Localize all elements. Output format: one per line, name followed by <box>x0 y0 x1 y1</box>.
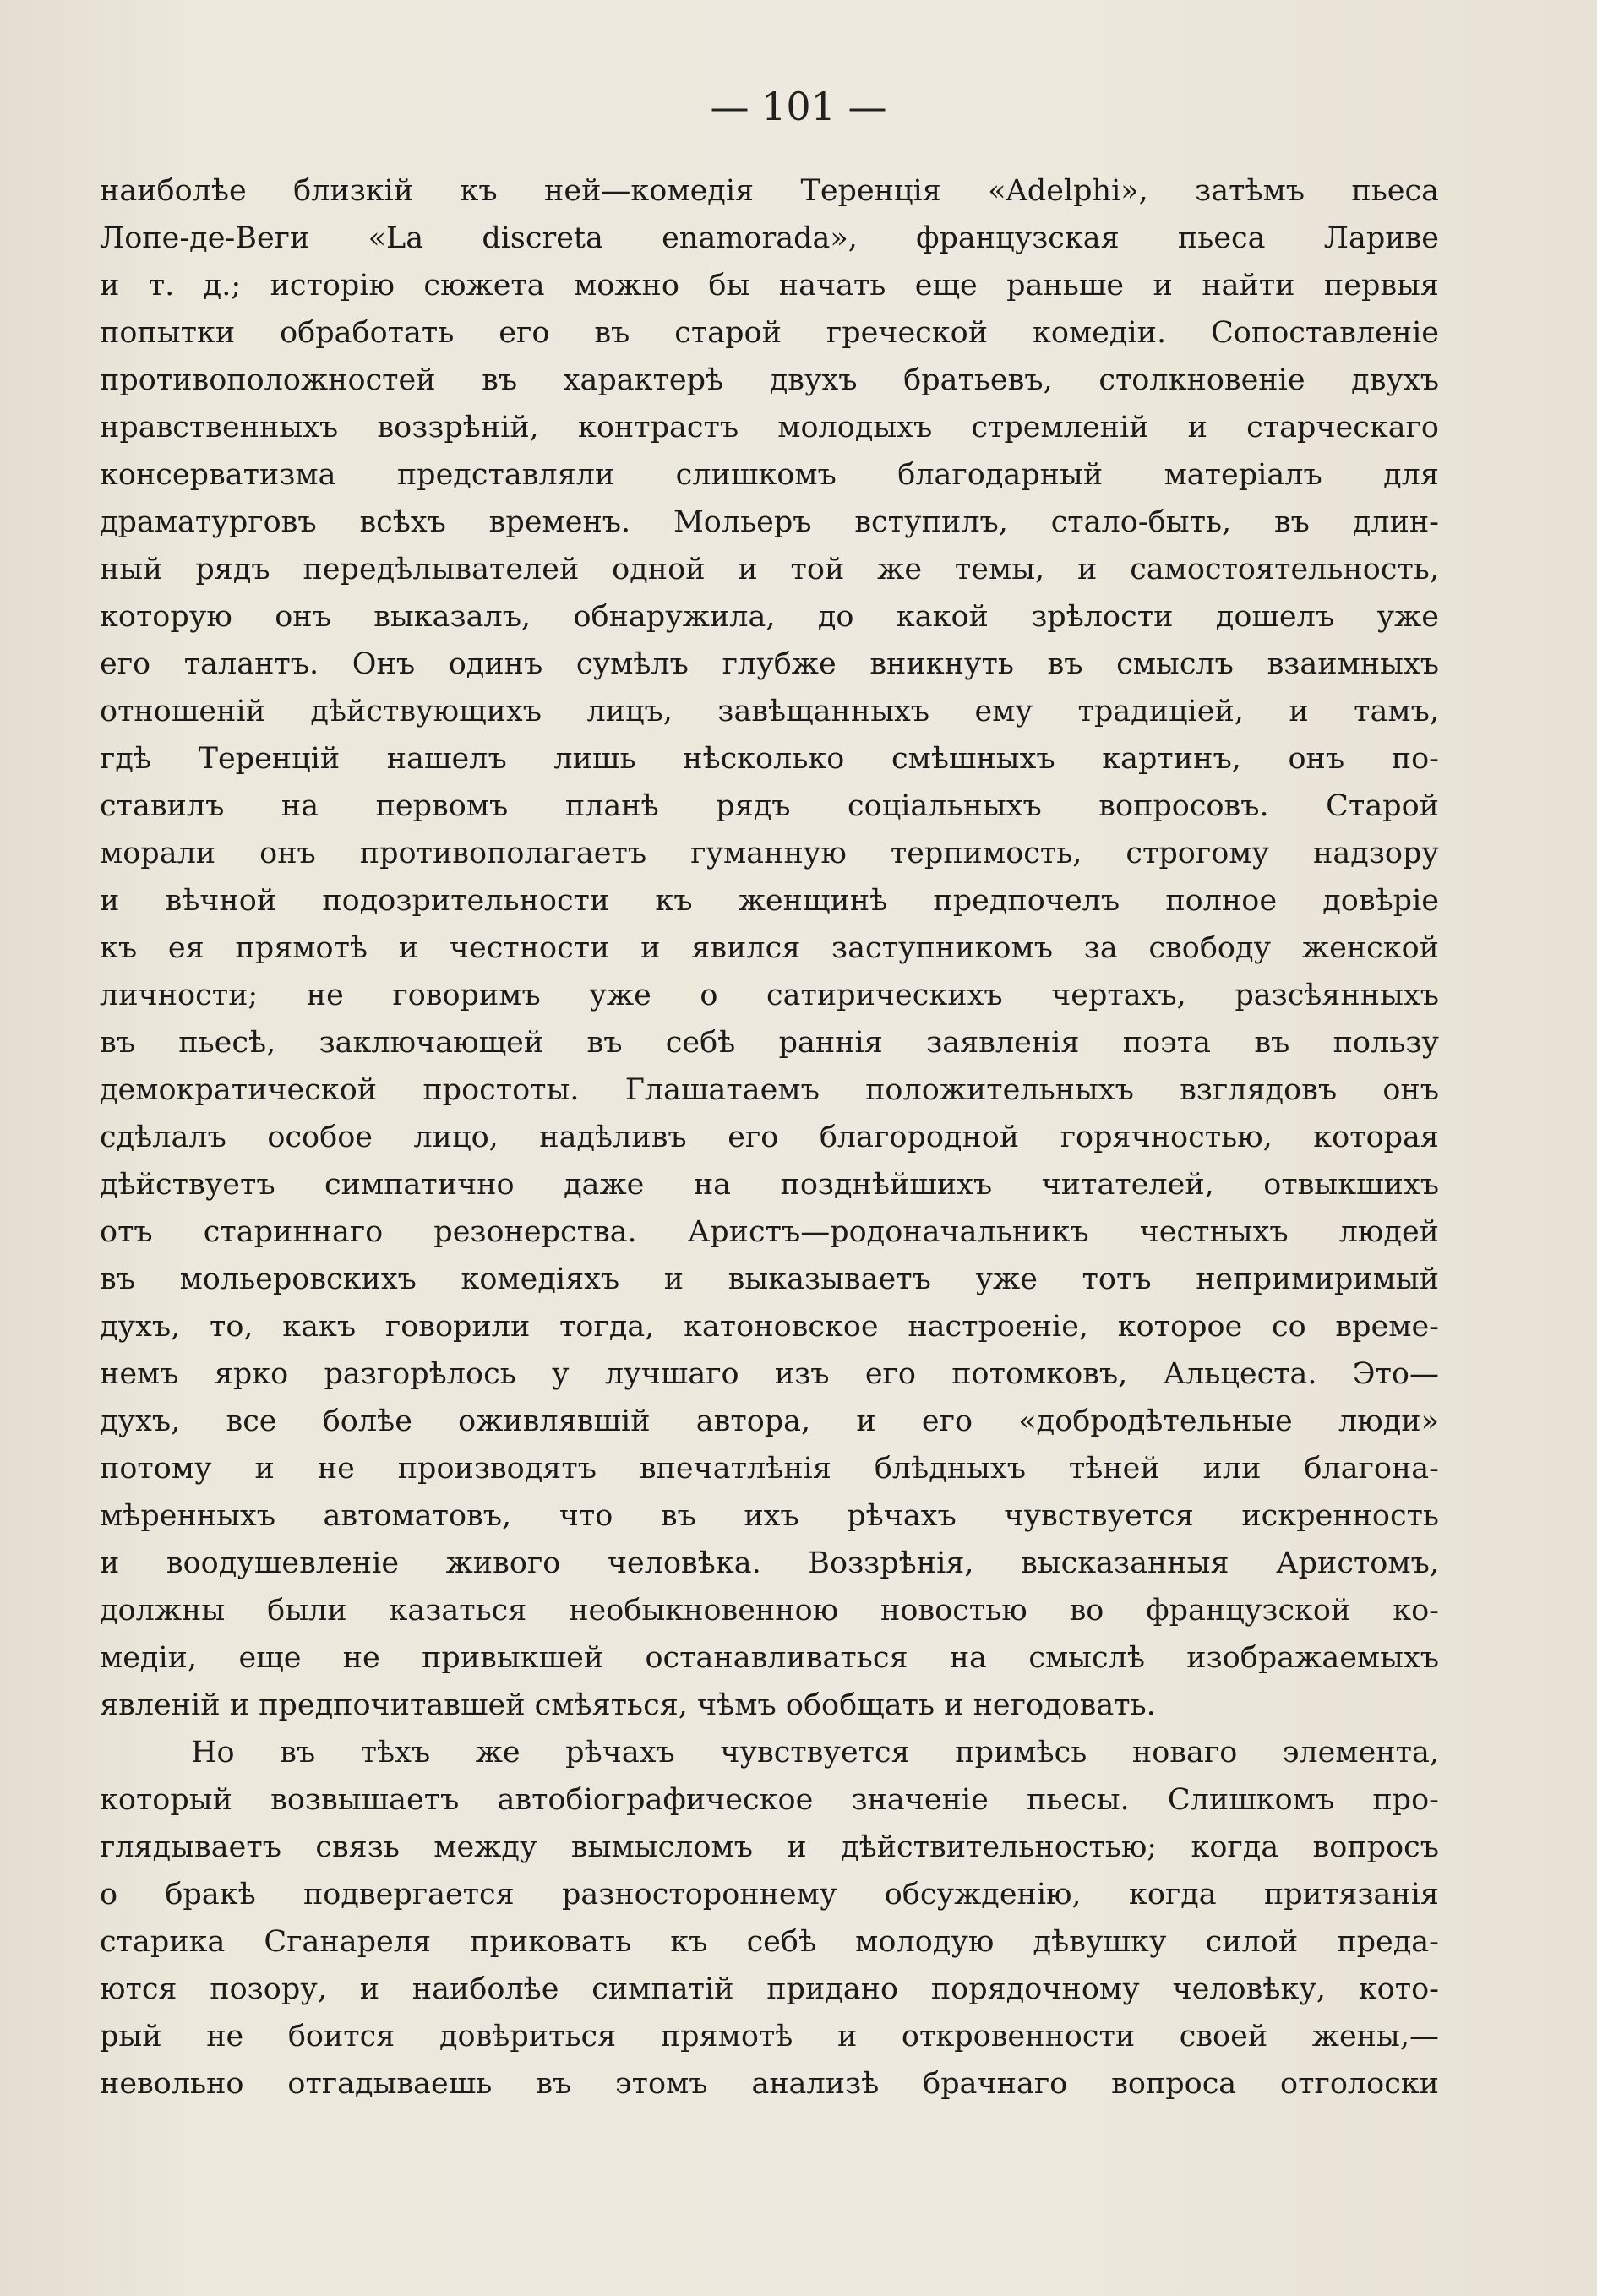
text-line: морали онъ противополагаетъ гуманную терпимость, строгому надзору <box>100 837 1439 870</box>
text-line: глядываетъ связь между вымысломъ и дѣйствительностью; когда вопросъ <box>100 1830 1439 1864</box>
text-line: которую онъ выказалъ, обнаружила, до какой зрѣлости дошелъ уже <box>100 600 1439 634</box>
text-line: ный рядъ передѣлывателей одной и той же темы, и самостоятельность, <box>100 553 1439 586</box>
text-line: духъ, все болѣе оживлявшій автора, и его «добродѣтельные люди» <box>100 1404 1439 1438</box>
text-line: сдѣлалъ особое лицо, надѣливъ его благородной горячностью, которая <box>100 1121 1439 1154</box>
paragraph-end-line: явленій и предпочитавшей смѣяться, чѣмъ обобщать и негодовать. <box>100 1688 1156 1722</box>
text-line: духъ, то, какъ говорили тогда, катоновское настроеніе, которое со време- <box>100 1310 1439 1344</box>
text-line: и воодушевленіе живого человѣка. Воззрѣнія, высказанныя Аристомъ, <box>100 1546 1439 1580</box>
text-line: его талантъ. Онъ одинъ сумѣлъ глубже вникнуть въ смыслъ взаимныхъ <box>100 647 1439 681</box>
text-line: нравственныхъ воззрѣній, контрастъ молодыхъ стремленій и старческаго <box>100 411 1439 444</box>
text-line: ются позору, и наиболѣе симпатій придано порядочному человѣку, кото- <box>100 1972 1439 2006</box>
text-line: противоположностей въ характерѣ двухъ братьевъ, столкновеніе двухъ <box>100 363 1439 397</box>
text-line: и т. д.; исторію сюжета можно бы начать еще раньше и найти первыя <box>100 269 1439 303</box>
text-line: потому и не производятъ впечатлѣнія блѣдныхъ тѣней или благона- <box>100 1452 1439 1486</box>
text-line: невольно отгадываешь въ этомъ анализѣ брачнаго вопроса отголоски <box>100 2067 1439 2101</box>
text-line: консерватизма представляли слишкомъ благодарный матеріалъ для <box>100 458 1439 492</box>
text-line: который возвышаетъ автобіографическое значеніе пьесы. Слишкомъ про- <box>100 1783 1439 1817</box>
text-line: дѣйствуетъ симпатично даже на позднѣйшихъ читателей, отвыкшихъ <box>100 1168 1439 1202</box>
text-line: драматурговъ всѣхъ временъ. Мольеръ вступилъ, стало-быть, въ длин- <box>100 505 1439 539</box>
text-line: и вѣчной подозрительности къ женщинѣ предпочелъ полное довѣріе <box>100 884 1439 918</box>
text-line: личности; не говоримъ уже о сатирическихъ чертахъ, разсѣянныхъ <box>100 979 1439 1012</box>
text-line: демократической простоты. Глашатаемъ положительныхъ взглядовъ онъ <box>100 1073 1439 1107</box>
text-line: о бракѣ подвергается разностороннему обсужденію, когда притязанія <box>100 1878 1439 1912</box>
text-line: отношеній дѣйствующихъ лицъ, завѣщанныхъ ему традиціей, и тамъ, <box>100 695 1439 728</box>
paragraph-start-line: Но въ тѣхъ же рѣчахъ чувствуется примѣсь новаго элемента, <box>191 1736 1439 1770</box>
page-number: — 101 — <box>710 84 887 129</box>
text-line: рый не боится довѣриться прямотѣ и откровенности своей жены,— <box>100 2020 1439 2053</box>
text-line: въ пьесѣ, заключающей въ себѣ раннія заявленія поэта въ пользу <box>100 1026 1439 1060</box>
text-line: немъ ярко разгорѣлось у лучшаго изъ его потомковъ, Альцеста. Это— <box>100 1357 1439 1391</box>
text-line: Лопе-де-Веги «La discreta enamorada», французская пьеса Ларивe <box>100 221 1439 255</box>
text-line: ставилъ на первомъ планѣ рядъ соціальныхъ вопросовъ. Старой <box>100 789 1439 823</box>
text-line: наиболѣе близкій къ ней—комедія Теренція «Adelphi», затѣмъ пьеса <box>100 174 1439 208</box>
text-line: въ мольеровскихъ комедіяхъ и выказываетъ уже тотъ непримиримый <box>100 1263 1439 1296</box>
text-line: гдѣ Теренцій нашелъ лишь нѣсколько смѣшныхъ картинъ, онъ по- <box>100 742 1439 776</box>
text-line: медіи, еще не привыкшей останавливаться на смыслѣ изображаемыхъ <box>100 1641 1439 1675</box>
body-text <box>100 167 1439 2108</box>
text-line: попытки обработать его въ старой греческой комедіи. Сопоставленіе <box>100 316 1439 350</box>
text-line: мѣренныхъ автоматовъ, что въ ихъ рѣчахъ чувствуется искренность <box>100 1499 1439 1533</box>
text-line: къ ея прямотѣ и честности и явился заступникомъ за свободу женской <box>100 931 1439 965</box>
text-line: отъ стариннаго резонерства. Аристъ—родоначальникъ честныхъ людей <box>100 1215 1439 1249</box>
text-line: старика Сганареля приковать къ себѣ молодую дѣвушку силой преда- <box>100 1925 1439 1959</box>
text-line: должны были казаться необыкновенною новостью во французской ко- <box>100 1594 1439 1628</box>
